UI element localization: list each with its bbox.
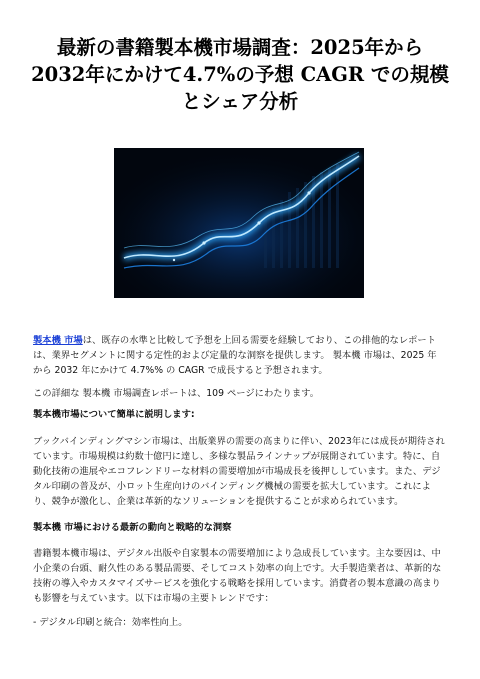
overview-paragraph: ブックバインディングマシン市場は、出版業界の需要の高まりに伴い、2023年には成長が期待されています。市場規模は約数十億円に達し、多様な製品ラインナップが展開されています。特に、自動化技術の進展やエコフレンドリーな材料の需要増加が市場成長を後押ししています。また、デジタル印刷の普及が、小ロット生産向けのバインディング機械の需要を拡大しています。これにより、競争が激化し、企業は革新的なソリューションを提供することが求められています。 (33, 436, 445, 507)
rising-trend-illustration (114, 148, 364, 298)
intro-paragraph (33, 333, 445, 378)
pages-note: この詳細な 製本機 市場調査レポートは、109 ページにわたります。 (33, 388, 319, 399)
section-heading-overview: 製本機市場について簡単に説明します: (33, 409, 195, 420)
intro-text: は、既存の水準と比較して予想を上回る需要を経験しており、この排他的なレポートは、業界セグメントに関する定性的および定量的な洞察を提供します。 製本機 市場は、2025 年から 2032 年にかけて 4.7%% の CAGR で成長すると予想されます。 (33, 335, 437, 376)
trend-bullet: - デジタル印刷と統合：効率性向上。 (33, 617, 188, 628)
section-heading-trends: 製本機 市場における最新の動向と戦略的な洞察 (33, 522, 232, 533)
market-link[interactable]: 製本機 市場 (33, 335, 83, 346)
page-title: 最新の書籍製本機市場調査：2025年から2032年にかけて4.7%の予想 CAGR での規模とシェア分析 (31, 36, 449, 113)
trends-paragraph: 書籍製本機市場は、デジタル出版や自家製本の需要増加により急成長しています。主な要因は、中小企業の台頭、耐久性のある製品需要、そしてコスト効率の向上です。大手製造業者は、革新的な技術の導入やカスタマイズサービスを強化する戦略を採用しています。消費者の製本意識の高まりも影響を与えています。以下は市場の主要トレンドです： (33, 548, 442, 604)
hero-image (114, 148, 364, 298)
document-body (33, 333, 445, 630)
